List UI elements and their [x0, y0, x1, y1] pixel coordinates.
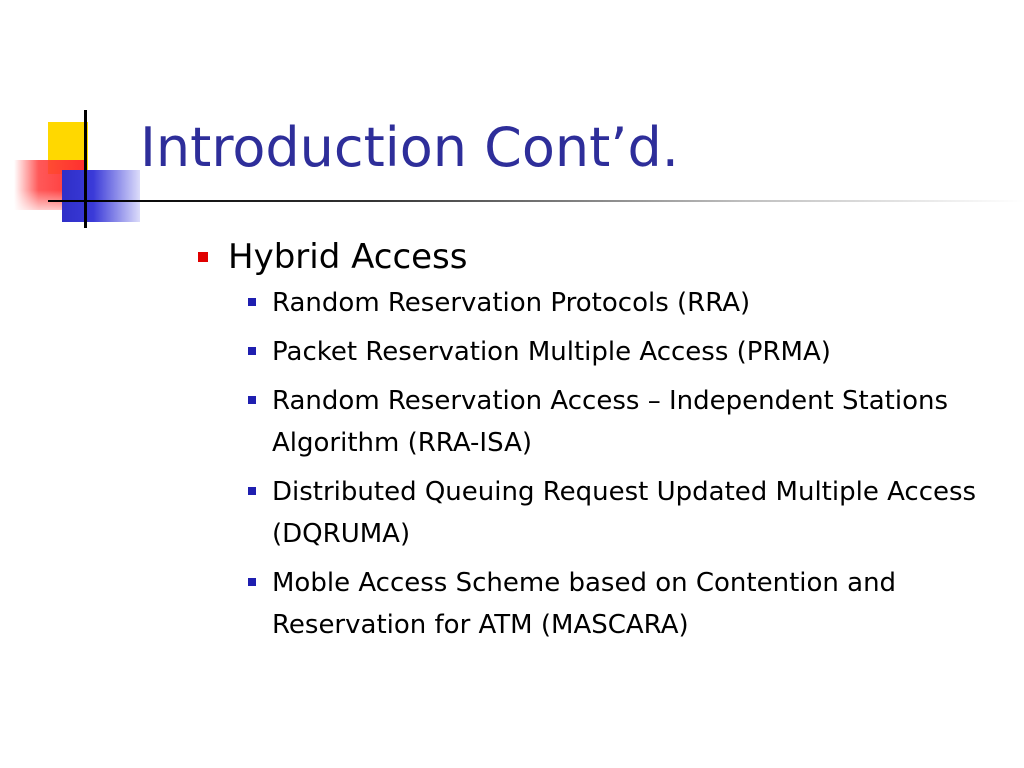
bullet-list	[196, 234, 1006, 653]
title-underline	[88, 200, 1024, 202]
square-bullet-icon	[248, 347, 256, 355]
sub-bullet-text: Moble Access Scheme based on Contention and Reservation for ATM (MASCARA)	[272, 568, 897, 640]
sub-bullet-text: Packet Reservation Multiple Access (PRMA)	[272, 337, 831, 367]
square-bullet-icon	[248, 487, 256, 495]
rule-segment	[48, 200, 88, 202]
sub-bullet-item	[246, 331, 1006, 373]
bullet-item	[196, 234, 1006, 280]
bullet-text: Hybrid Access	[228, 237, 468, 277]
slide-title: Introduction Cont’d.	[140, 116, 679, 179]
vertical-rule	[84, 110, 87, 228]
square-bullet-icon	[248, 396, 256, 404]
sub-bullet-text: Random Reservation Access – Independent Stations Algorithm (RRA-ISA)	[272, 386, 948, 458]
sub-bullet-item	[246, 562, 1006, 646]
decorative-logo	[0, 0, 140, 230]
sub-bullet-text: Random Reservation Protocols (RRA)	[272, 288, 751, 318]
sub-bullet-item	[246, 471, 1006, 555]
sub-bullet-item	[246, 282, 1006, 324]
blue-square	[62, 170, 140, 222]
square-bullet-icon	[248, 578, 256, 586]
sub-bullet-item	[246, 380, 1006, 464]
square-bullet-icon	[198, 252, 208, 262]
sub-bullet-text: Distributed Queuing Request Updated Multiple Access (DQRUMA)	[272, 477, 977, 549]
sub-bullet-list	[246, 282, 1006, 646]
square-bullet-icon	[248, 298, 256, 306]
